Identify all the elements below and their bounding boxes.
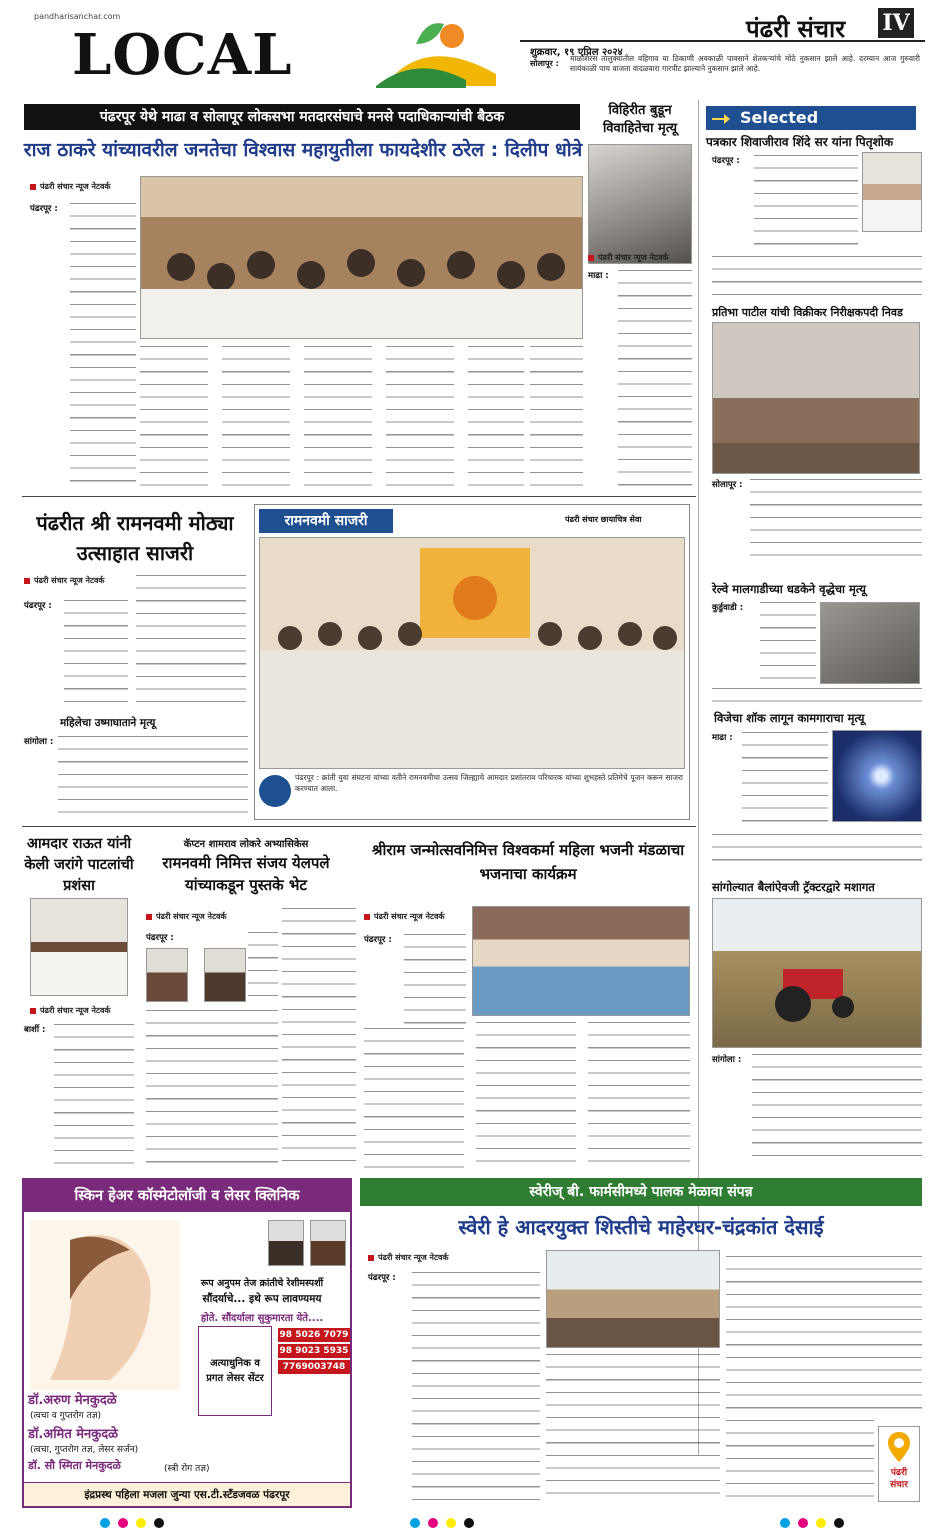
book-column-3: [282, 908, 356, 1170]
obit-photo: [862, 152, 922, 232]
lead-byline: [30, 181, 111, 192]
ramnavami-photo-caption: पंढरपूर : क्रांती युवा संघटना यांच्या वतीने रामनवमीचा उत्सव जिल्ह्याचे आमदार प्रशांतराव परिचारक यांच्या शुभहस्ते प्रतिमेचे पूजन करून साजरा करण्यात आला.: [295, 773, 683, 793]
obit-dateline: पंढरपूर :: [712, 156, 740, 166]
page-number: IV: [878, 8, 914, 38]
ramnavami-sub-headline: महिलेचा उष्माघाताने मृत्यू: [60, 717, 156, 729]
raut-headline: आमदार राऊत यांनी केली जरांगे पाटलांची प्रशंसा: [24, 836, 134, 894]
registration-marks-right: [780, 1518, 844, 1528]
byline-square-icon: [588, 255, 594, 261]
meeting-photo-icon: [141, 177, 583, 339]
ramnavami-column-1: [64, 600, 128, 712]
bhajan-byline: [364, 911, 445, 922]
clinic-tagline-1: रूप अनुपम तेज क्रांतीचे रेशीमस्पर्शी: [200, 1278, 324, 1289]
book-dateline: पंढरपूर :: [146, 933, 174, 943]
train-photo: [820, 602, 920, 684]
phone-1[interactable]: 98 5026 7079: [279, 1330, 349, 1340]
lead-column-1: [70, 203, 136, 493]
obit-column-a: [754, 155, 858, 251]
doctor-1-role: (त्वचा व गुप्तरोग तज्ञ): [30, 1411, 101, 1421]
swery-dateline: पंढरपूर :: [368, 1273, 396, 1283]
lead-kicker-box: [24, 104, 580, 130]
paper-name: पंढरी संचार: [746, 15, 846, 43]
train-dateline: कुर्डुवाडी :: [712, 603, 744, 613]
doctor-3-name: डॉ. सौ स्मिता मेनकुदळे: [28, 1459, 121, 1472]
swery-headline: स्वेरी हे आदरयुक्त शिस्तीचे माहेरघर-चंद्रकांत देसाई: [458, 1215, 824, 1239]
shock-column-a: [742, 732, 828, 828]
swery-kicker: स्वेरीज् बी. फार्मसीमध्ये पालक मेळावा संपन्न: [529, 1184, 753, 1200]
doctor-3-role: (स्त्री रोग तज्ञ): [164, 1464, 210, 1474]
ramnavami-sub-dateline: सांगोला :: [24, 737, 54, 747]
ramnavami-dateline: पंढरपूर :: [24, 601, 52, 611]
lead-column-4: [304, 346, 372, 493]
ramnavami-photo-frame: [254, 504, 690, 820]
lead-headline: राज ठाकरे यांच्यावरील जनतेचा विश्वास महायुतीला फायदेशीर ठरेल : दिलीप धोत्रे: [23, 139, 583, 161]
swery-column-3: [726, 1256, 922, 1416]
byline-square-icon: [146, 914, 152, 920]
shock-dateline: माढा :: [712, 733, 733, 743]
book-photo-2: [204, 948, 246, 1002]
book-photo-1: [146, 948, 188, 1002]
lead-column-6: [468, 346, 524, 493]
train-column-b: [712, 688, 922, 706]
swery-column-4: [726, 1420, 874, 1504]
book-column-2: [146, 1010, 278, 1170]
section-rule-2: [22, 826, 696, 827]
location-pin-icon: [886, 1431, 912, 1463]
bhajan-column-3: [476, 1022, 576, 1170]
raut-photo: [30, 898, 128, 996]
obit-headline: पत्रकार शिवाजीराव शिंदे सर यांना पितृशोक: [706, 135, 894, 149]
phone-2[interactable]: 98 9023 5935: [279, 1346, 349, 1356]
masthead-topline: [520, 40, 925, 42]
lead-column-3: [222, 346, 290, 493]
section-title: LOCAL: [72, 22, 293, 88]
lead-column-5: [386, 346, 454, 493]
swery-byline: [368, 1252, 449, 1263]
clinic-tagline-2: सौंदर्याचे... इथे रूप लावण्यमय: [202, 1293, 322, 1305]
site-url[interactable]: pandharisanchar.com: [34, 12, 121, 21]
bhajan-photo: [472, 906, 690, 1016]
shock-photo: [832, 730, 922, 822]
lead-column-2: [140, 346, 208, 493]
laser-center-text: अत्याधुनिक व प्रगत लेसर सेंटर: [206, 1358, 264, 1384]
ramnavami-headline: पंढरीत श्री रामनवमी मोठ्या उत्साहात साजरी: [36, 511, 234, 565]
laser-center-box: [198, 1326, 272, 1416]
pratibha-photo: [712, 322, 920, 474]
hand-pointer-icon: [710, 108, 732, 128]
swery-column-1: [412, 1272, 540, 1504]
masthead: [0, 0, 945, 104]
train-column-a: [760, 602, 816, 682]
side-headline: विहिरीत बुडून विवाहितेचा मृत्यू: [602, 103, 678, 136]
side-column: [618, 270, 692, 493]
swery-kicker-box: [360, 1178, 922, 1206]
bhajan-column-2: [364, 1028, 464, 1170]
swery-byline-text: पंढरी संचार न्यूज नेटवर्क: [378, 1253, 449, 1262]
brief-dateline: सोलापूर :: [530, 59, 559, 68]
byline-square-icon: [30, 184, 36, 190]
ramnavami-photo-credit: पंढरी संचार छायाचित्र सेवा: [565, 515, 642, 524]
group-photo-icon: [260, 538, 685, 769]
obit-column-b: [712, 256, 922, 300]
tractor-headline: सांगोल्यात बैलांऐवजी ट्रॅक्टरद्वारे मशागत: [712, 880, 875, 894]
pratibha-column: [750, 479, 922, 567]
byline-square-icon: [368, 1255, 374, 1261]
registration-marks-center: [410, 1518, 474, 1528]
book-headline: रामनवमी निमित्त संजय येलपले यांच्याकडून पुस्तके भेट: [162, 854, 330, 894]
ramnavami-photo-title: रामनवमी साजरी: [259, 509, 393, 533]
side-dateline: माढा :: [588, 271, 609, 281]
byline-square-icon: [364, 914, 370, 920]
train-headline: रेल्वे मालगाडीच्या धडकेने वृद्धेचा मृत्यू: [712, 582, 866, 596]
doctor-1-name: डॉ.अरुण मेनकुदळे: [28, 1393, 117, 1408]
book-byline-text: पंढरी संचार न्यूज नेटवर्क: [156, 912, 227, 921]
tractor-icon: [713, 899, 922, 1048]
bhajan-headline: श्रीराम जन्मोत्सवनिमित्त विश्वकर्मा महिला भजनी मंडळाचा भजनाचा कार्यक्रम: [371, 841, 685, 883]
raut-column: [54, 1024, 134, 1170]
doctor-photo-2: [310, 1220, 346, 1266]
phone-3[interactable]: 7769003748: [278, 1360, 350, 1374]
swery-stamp: [878, 1426, 920, 1502]
swery-stamp-text: पंढरी संचार: [890, 1468, 908, 1490]
woman-face-icon: [30, 1220, 180, 1390]
ramnavami-photo: [259, 537, 685, 769]
pratibha-dateline: सोलापूर :: [712, 480, 743, 490]
book-kicker: कॅप्टन शामराव लोकरे अभ्यासिकेस: [183, 839, 309, 850]
brief-text: माळशिरस तालुक्यातील वहिगाव या ठिकाणी अवकाळी पावसाने शेतकऱ्यांचे मोठे नुकसान झाले आहे. दरम्यान आज गुरुवारी सायंकाळी पाच वाजता वादळवारा गारपीट झाल्याने नुकसान झाले आहे.: [570, 54, 920, 73]
raut-byline-text: पंढरी संचार न्यूज नेटवर्क: [40, 1006, 111, 1015]
selected-banner: Selected: [706, 106, 916, 130]
side-byline-text: पंढरी संचार न्यूज नेटवर्क: [598, 253, 669, 262]
shock-headline: विजेचा शॉक लागून कामगाराचा मृत्यू: [714, 711, 865, 725]
section-rule-1: [22, 496, 696, 497]
raut-dateline: बार्शी :: [24, 1025, 46, 1035]
phone-block: [278, 1328, 350, 1374]
photo-logo-icon: [259, 775, 291, 807]
clinic-address-bar: [24, 1482, 350, 1506]
doctor-2-name: डॉ.अमित मेनकुदळे: [28, 1427, 119, 1442]
ramnavami-sub-column: [58, 736, 248, 814]
bhajan-column-4: [588, 1022, 690, 1170]
raut-byline: [30, 1005, 111, 1016]
bhajan-column-1: [404, 934, 466, 1024]
doctor-2-role: (त्वचा, गुप्तरोग तज्ञ, लेसर सर्जन): [30, 1445, 139, 1455]
date-line: शुक्रवार, १९ एप्रिल २०२४: [530, 47, 623, 58]
clinic-ad[interactable]: [22, 1178, 352, 1508]
lead-kicker: पंढरपूर येथे माढा व सोलापूर लोकसभा मतदारसंघाचे मनसे पदाधिकाऱ्यांची बैठक: [99, 109, 505, 125]
byline-square-icon: [30, 1008, 36, 1014]
lead-dateline: पंढरपूर :: [30, 204, 58, 214]
swery-column-2: [546, 1354, 720, 1504]
book-column-1: [248, 932, 278, 1004]
landscape-logo-icon: [356, 14, 506, 94]
doctor-photo-1: [268, 1220, 304, 1266]
lead-column-7: [530, 346, 583, 493]
tractor-photo: [712, 898, 922, 1048]
clinic-ad-title: स्किन हेअर कॉस्मेटोलॉजी व लेसर क्लिनिक: [24, 1180, 350, 1212]
pratibha-headline: प्रतिभा पाटील यांची विक्रीकर निरीक्षकपदी निवड: [712, 306, 903, 319]
side-byline: [588, 252, 669, 263]
tractor-column: [752, 1054, 922, 1160]
bhajan-byline-text: पंढरी संचार न्यूज नेटवर्क: [374, 912, 445, 921]
swery-photo: [546, 1250, 720, 1348]
clinic-tagline-3: होते. सौंदर्याला सुकुमारता येते....: [200, 1313, 324, 1324]
bhajan-dateline: पंढरपूर :: [364, 935, 392, 945]
lead-photo: [140, 176, 583, 339]
byline-square-icon: [24, 578, 30, 584]
side-photo: [588, 144, 692, 264]
clinic-address: इंद्रप्रस्थ पहिला मजला जुन्या एस.टी.स्टँडजवळ पंढरपूर: [84, 1489, 290, 1501]
lead-byline-text: पंढरी संचार न्यूज नेटवर्क: [40, 182, 111, 191]
ramnavami-byline: [24, 575, 105, 586]
ramnavami-column-2: [136, 575, 246, 705]
book-byline: [146, 911, 227, 922]
shock-column-b: [712, 834, 922, 870]
registration-marks-left: [100, 1518, 164, 1528]
ramnavami-byline-text: पंढरी संचार न्यूज नेटवर्क: [34, 576, 105, 585]
tractor-dateline: सांगोला :: [712, 1055, 742, 1065]
